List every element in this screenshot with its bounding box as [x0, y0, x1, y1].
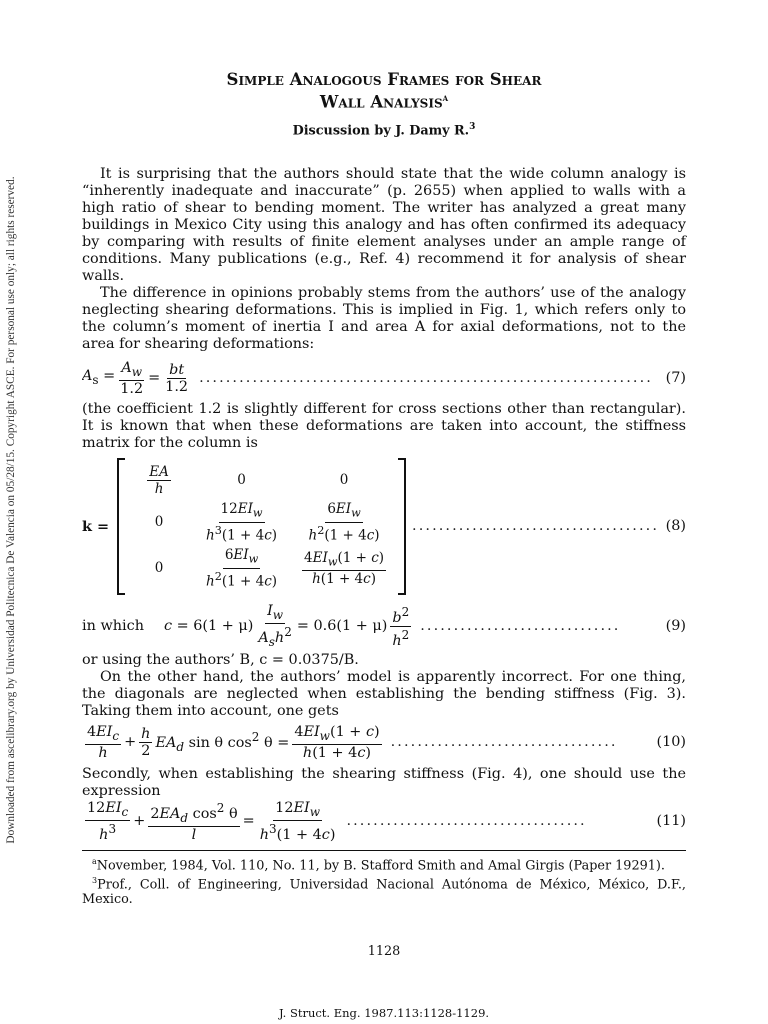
download-watermark [0, 110, 22, 910]
title-footnote-mark: a [442, 93, 449, 104]
footnote-3 [82, 873, 686, 907]
equation-10: $\frac{4EI_c}{h}$ + $\frac{h}{2}$ $EA_d$ sin θ $\cos^2 \theta$ = $\frac{4EI_w(1 + c)}{h(1 + 4c)}$ .................................. (10) [87, 724, 686, 762]
paragraph-5: On the other hand, the authors’ model is apparently incorrect. For one thing, the diagonals are neglected when establishing the bending stiffness (Fig. 3). Taking them into account, one gets [82, 668, 686, 719]
page-number: 1128 [367, 944, 401, 959]
equation-number-9: (9) [665, 618, 686, 635]
equation-number-8: (8) [665, 518, 686, 535]
footnote-a-mark: a [92, 856, 97, 866]
footnote-3-mark: 3 [92, 876, 98, 886]
title-line-1: Simple Analogous Frames for Shear [226, 70, 542, 89]
byline-footnote-mark: 3 [469, 121, 476, 132]
discussion-body [82, 166, 686, 844]
paragraph-1: It is surprising that the authors should state that the wide column analogy is “inherently inadequate and inaccurate” (p. 2655) when applied to walls with a high ratio of shear to bending moment. The writer has analyzed a great many buildings in Mexico City using this analogy and has often confirmed its adequacy by comparing with results of finite element analyses under an ample range of conditions. Many publications (e.g., Ref. 4) recommend it for analysis of shear walls. [82, 165, 686, 284]
footnote-3-text: Prof., Coll. of Engineering, Universidad Nacional Autónoma de México, México, D.F., Mexico. [82, 877, 686, 908]
article-title [82, 70, 686, 112]
equation-7: $A_s$ = $\frac{A_w}{1.2}$ = $\frac{bt}{1.2}$ .................................................................... (7) [82, 360, 686, 398]
paragraph-4: or using the authors’ B, c = 0.0375/B. [82, 651, 359, 668]
title-line-2 [82, 89, 686, 112]
paragraph-3: (the coefficient 1.2 is slightly different for cross sections other than rectangular). It is known that when these deformations are taken into account, the stiffness matrix for the column is [82, 400, 686, 451]
equation-11: $\frac{12EI_c}{h^3}$ + $\frac{2EA_d \cos^2 \theta}{l}$ = $\frac{12EI_w}{h^3(1 + 4c)}$ .................................... (11) [87, 800, 686, 844]
title-line-2-text: Wall Analysis [319, 92, 443, 112]
footnote-a-text: November, 1984, Vol. 110, No. 11, by B. Stafford Smith and Amal Girgis (Paper 19291). [96, 858, 665, 874]
journal-reference: J. Struct. Eng. 1987.113:1128-1129. [278, 1006, 490, 1020]
stiffness-matrix: $\frac{EA}{h}$ 0 0 0 $\frac{12EI_w}{h^3(1 + 4c)}$ $\frac{6EI_w}{h^2(1 + 4c)}$ 0 $\frac{6EI_w}{h^2(1 + 4c)}$ $\frac{4EI_w(1 + c)}{h(1 + 4c)}$ [117, 458, 406, 595]
paper-page [82, 70, 686, 907]
footnotes [82, 850, 686, 908]
equation-9: in which c = 6(1 + μ) $\frac{I_w}{A_sh^2}$ = 0.6(1 + μ) $\frac{b^2}{h^2}$ .............................. (9) [82, 603, 686, 650]
paragraph-6: Secondly, when establishing the shearing stiffness (Fig. 4), one should use the expression [82, 765, 686, 799]
equation-number-7: (7) [665, 370, 686, 387]
equation-number-11: (11) [656, 813, 686, 830]
footnote-a [82, 854, 686, 873]
equation-number-10: (10) [656, 734, 686, 751]
download-notice: Downloaded from ascelibrary.org by Universidad Politecnica De Valencia on 05/28/15. Copyright ASCE. For personal use only; all rights reserved. [5, 176, 17, 844]
paragraph-2: The difference in opinions probably stems from the authors’ use of the analogy neglecting shearing deformations. This is implied in Fig. 1, which refers only to the column’s moment of inertia I and area A for axial deformations, not to the area for shearing deformations: [82, 284, 686, 352]
in-which-label: in which [82, 618, 144, 635]
byline-text: Discussion by J. Damy R. [292, 122, 470, 138]
byline [82, 122, 686, 138]
equation-8: k = $\frac{EA}{h}$ 0 0 0 $\frac{12EI_w}{h^3(1 + 4c)}$ $\frac{6EI_w}{h^2(1 + 4c)}$ 0 $\frac{6EI_w}{h^2(1 + 4c)}$ $\frac{4EI_w(1 + c)}{h(1 + 4c)}$ ..................................... (8) [82, 452, 686, 602]
